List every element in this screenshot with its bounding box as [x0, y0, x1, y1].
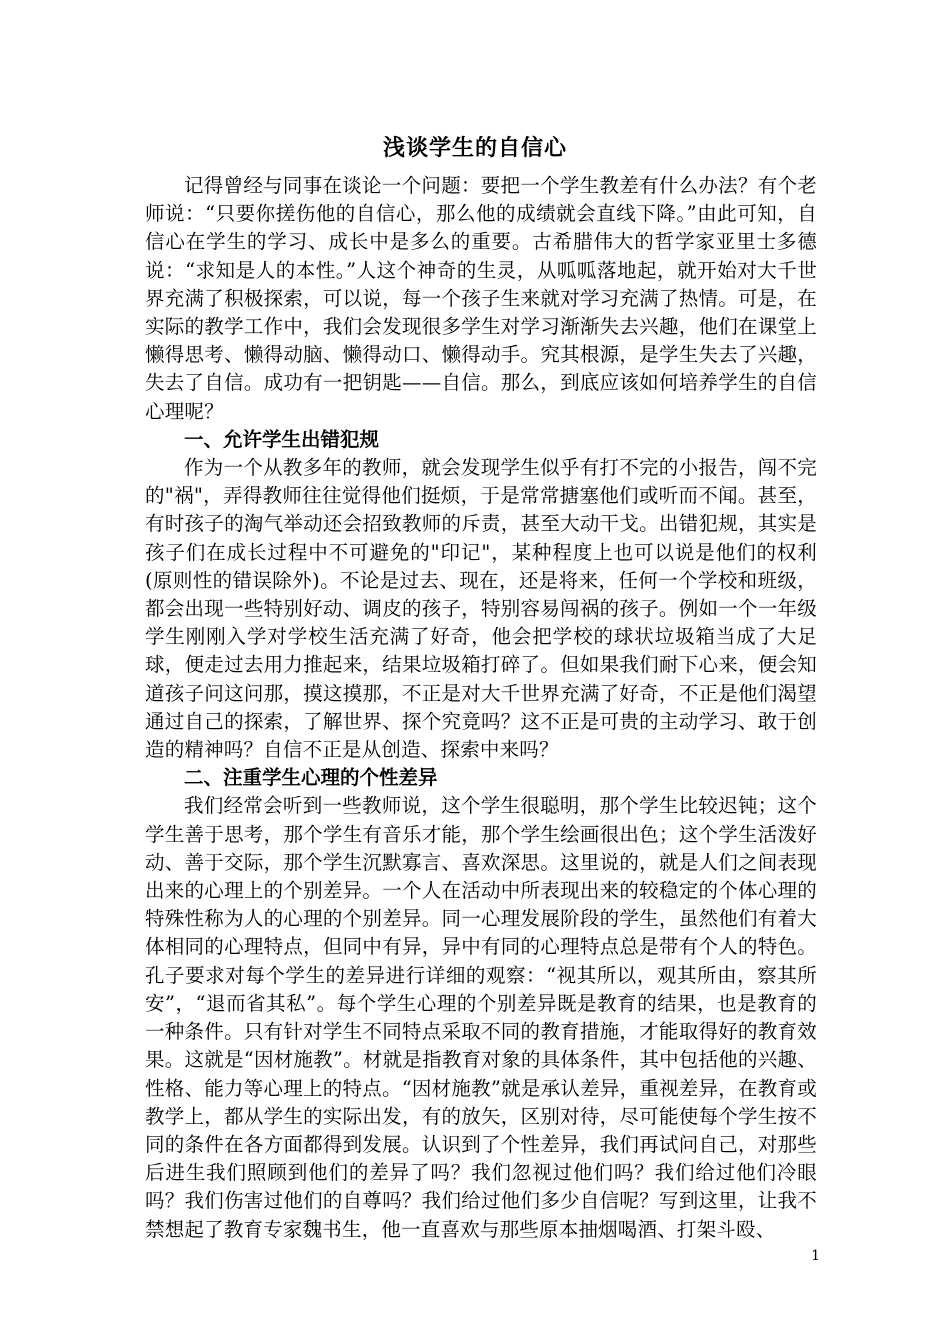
section-2-paragraph: 我们经常会听到一些教师说，这个学生很聪明，那个学生比较迟钝；这个学生善于思考，那个学生有音乐才能，那个学生绘画很出色；这个学生活泼好动、善于交际，那个学生沉默寡言、喜欢深思。这里说的，就是人们之间表现出来的心理上的个别差异。一个人在活动中所表现出来的较稳定的个体心理的特殊性称为人的心理的个别差异。同一心理发展阶段的学生，虽然他们有着大体相同的心理特点，但同中有异，异中有同的心理特点总是带有个人的特色。孔子要求对每个学生的差异进行详细的观察：“视其所以，观其所由，察其所安”，“退而省其私”。每个学生心理的个别差异既是教育的结果，也是教育的一种条件。只有针对学生不同特点采取不同的教育措施，才能取得好的教育效果。这就是“因材施教”。材就是指教育对象的具体条件，其中包括他的兴趣、性格、能力等心理上的特点。“因材施教”就是承认差异，重视差异，在教育或教学上，都从学生的实际出发，有的放矢，区别对待，尽可能使每个学生按不同的条件在各方面都得到发展。认识到了个性差异，我们再试问自己，对那些后进生我们照顾到他们的差异了吗？我们忽视过他们吗？我们给过他们冷眼吗？我们伤害过他们的自尊吗？我们给过他们多少自信呢？写到这里，让我不禁想起了教育专家魏书生，他一直喜欢与那些原本抽烟喝酒、打架斗殴、 [145, 794, 817, 1241]
intro-paragraph: 记得曾经与同事在谈论一个问题：要把一个学生教差有什么办法？有个老师说：“只要你搓伤他的自信心，那么他的成绩就会直线下降。”由此可知，自信心在学生的学习、成长中是多么的重要。古希腊伟大的哲学家亚里士多德说：“求知是人的本性。”人这个神奇的生灵，从呱呱落地起，就开始对大千世界充满了积极探索，可以说，每一个孩子生来就对学习充满了热情。可是，在实际的教学工作中，我们会发现很多学生对学习渐渐失去兴趣，他们在课堂上懒得思考、懒得动脑、懒得动口、懒得动手。究其根源，是学生失去了兴趣，失去了自信。成功有一把钥匙——自信。那么，到底应该如何培养学生的自信心理呢？ [145, 174, 817, 423]
section-heading-2: 二、注重学生心理的个性差异 [184, 766, 438, 790]
document-body [145, 172, 817, 1244]
section-heading-1: 一、允许学生出错犯规 [184, 427, 380, 451]
page-number: 1 [811, 1248, 820, 1264]
section-1-paragraph: 作为一个从教多年的教师，就会发现学生似乎有打不完的小报告，闯不完的"祸"，弄得教师往往觉得他们挺烦，于是常常搪塞他们或听而不闻。甚至，有时孩子的淘气举动还会招致教师的斥责，甚至大动干戈。出错犯规，其实是孩子们在成长过程中不可避免的"印记"，某种程度上也可以说是他们的权利(原则性的错误除外)。不论是过去、现在，还是将来，任何一个学校和班级，都会出现一些特别好动、调皮的孩子，特别容易闯祸的孩子。例如一个一年级学生刚刚入学对学校生活充满了好奇，他会把学校的球状垃圾箱当成了大足球，便走过去用力推起来，结果垃圾箱打碎了。但如果我们耐下心来，便会知道孩子问这问那，摸这摸那，不正是对大千世界充满了好奇，不正是他们渴望通过自己的探索，了解世界、探个究竟吗？这不正是可贵的主动学习、敢于创造的精神吗？自信不正是从创造、探索中来吗？ [145, 456, 817, 762]
document-title: 浅谈学生的自信心 [382, 135, 567, 161]
